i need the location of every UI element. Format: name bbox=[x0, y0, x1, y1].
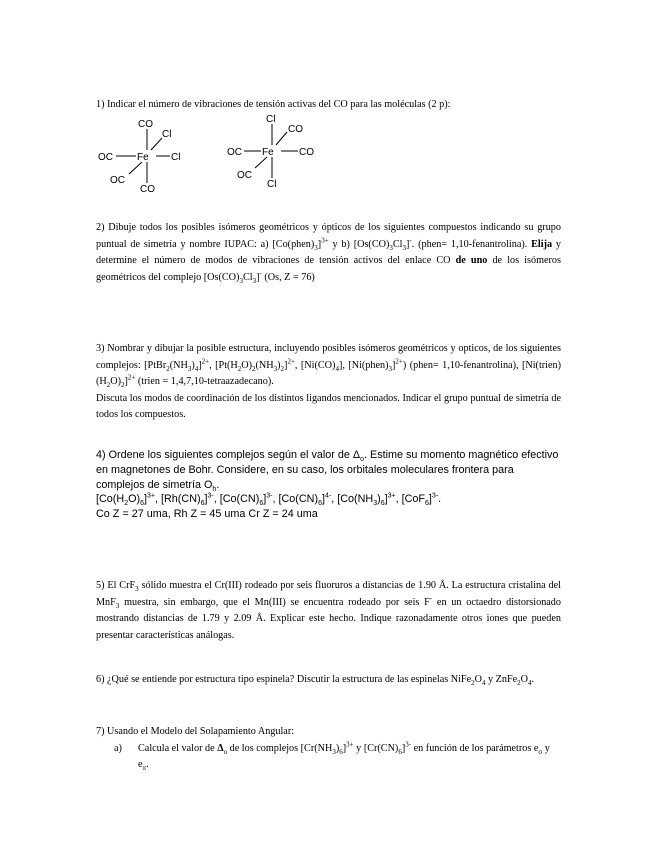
ligand-top: Cl bbox=[266, 114, 276, 125]
ligand-left: OC bbox=[227, 147, 242, 158]
question-4-text: 4) Ordene los siguientes complejos según el valor de $\Delta_o$. Estime su momento magnético efectivo en magnetones de Bohr. Considere, en su caso, los orbitales moleculares frontera para complejos de simetría $O_h$. bbox=[96, 449, 559, 493]
ligand-left: OC bbox=[98, 152, 113, 163]
question-3-discussion: Discuta los modos de coordinación de los distintos ligandos mencionados. Indicar el grupo puntual de simetría de todos los compuestos. bbox=[96, 392, 561, 421]
ligand-lower-left: OC bbox=[237, 170, 252, 181]
molecule-1-structure bbox=[96, 117, 206, 197]
question-4-complexes: $[Co(H_2O)_6]^{3+}$, $[Rh(CN)_6]^{3-}$, $[Co(CN)_6]^{3-}$, $[Co(CN)_6]^{4-}$, $[Co(NH_3)_6]^{3+}$, $[CoF_6]^{3-}$. bbox=[96, 492, 442, 508]
ligand-lower-left: OC bbox=[110, 175, 125, 186]
ligand-bottom: CO bbox=[140, 184, 155, 195]
question-5-text: 5) El CrF$_3$ sólido muestra el Cr(III) rodeado por seis fluoruros a distancias de 1.90 Å. La estructura cristalina del MnF$_3$ muestra, sin embargo, que el Mn(III) se encuentra rodeado por seis F- en un octaedro distorsionado mostrando distancias de 1.79 y 2.09 Å. Explicar este hecho. Indique razonadamente otros iones que pueden presentar características análogas. bbox=[96, 580, 561, 641]
question-7-item-a: a) Calcula el valor de $\Delta_o$ de los complejos $[Cr(NH_3)_6]^{3+}$ y $[Cr(CN)_6]^{3-}$ en función de los parámetros $e_\sigma$ y $e_\pi$. bbox=[114, 740, 550, 773]
question-4-atomic-numbers: Co Z = 27 uma, Rh Z = 45 uma Cr Z = 24 uma bbox=[96, 508, 318, 521]
ligand-upper-right: CO bbox=[288, 124, 303, 135]
molecule-2-structure bbox=[226, 112, 336, 192]
ligand-bottom: Cl bbox=[267, 179, 277, 190]
ligand-upper-right: Cl bbox=[162, 129, 172, 140]
item-a-marker: a) bbox=[114, 742, 122, 754]
question-3-text: 3) Nombrar y dibujar la posible estructura, incluyendo posibles isómeros geométricos y opticos, de los siguientes complejos: $[PtBr_2(NH_3)_4]^{2+}$, $[Pt(H_2O)_2(NH_3)_2]^{2+}$, $[Ni(CO)_4]$, $[Ni(phen)_3]^{2+}$) (phen= 1,10-fenantrolina), $[Ni(trien)(H_2O)_2]^{2+}$ (trien = 1,4,7,10-tetraazadecano). bbox=[96, 343, 562, 390]
question-2-text: 2) Dibuje todos los posibles isómeros geométricos y ópticos de los siguientes compuestos indicando su grupo puntual de simetría y nombre IUPAC: a) $[Co(phen)_3]^{3+}$ y b) $[Os(CO)_3Cl_3]^-$. (phen= 1,10-fenantrolina). Elija y determine el número de modos de vibraciones de tensión activos del enlace CO de uno de los isómeros geométricos del complejo $[Os(CO)_3Cl_3]^-$ (Os, Z = 76) bbox=[96, 222, 562, 285]
ligand-right: Cl bbox=[171, 152, 181, 163]
ligand-right: CO bbox=[299, 147, 314, 158]
metal-center: Fe bbox=[262, 147, 274, 158]
ligand-top: CO bbox=[138, 119, 153, 130]
question-5 bbox=[96, 578, 561, 644]
question-3 bbox=[96, 341, 561, 424]
bond-lower-left bbox=[255, 157, 267, 168]
question-7 bbox=[96, 724, 561, 774]
bond-upper-right bbox=[151, 138, 162, 150]
question-7-title: 7) Usando el Modelo del Solapamiento Angular: bbox=[96, 726, 295, 737]
question-6-text: 6) ¿Qué se entiende por estructura tipo espinela? Discutir la estructura de las espinelas $NiFe_2O_4$ y $ZnFe_2O_4$. bbox=[96, 674, 535, 688]
question-1-text: 1) Indicar el número de vibraciones de tensión activas del CO para las moléculas (2 p): bbox=[96, 99, 451, 110]
question-2 bbox=[96, 220, 561, 286]
question-4 bbox=[96, 448, 561, 522]
bond-upper-right bbox=[276, 132, 287, 145]
question-6 bbox=[96, 672, 561, 689]
metal-center: Fe bbox=[137, 152, 149, 163]
bond-lower-left bbox=[129, 162, 142, 174]
